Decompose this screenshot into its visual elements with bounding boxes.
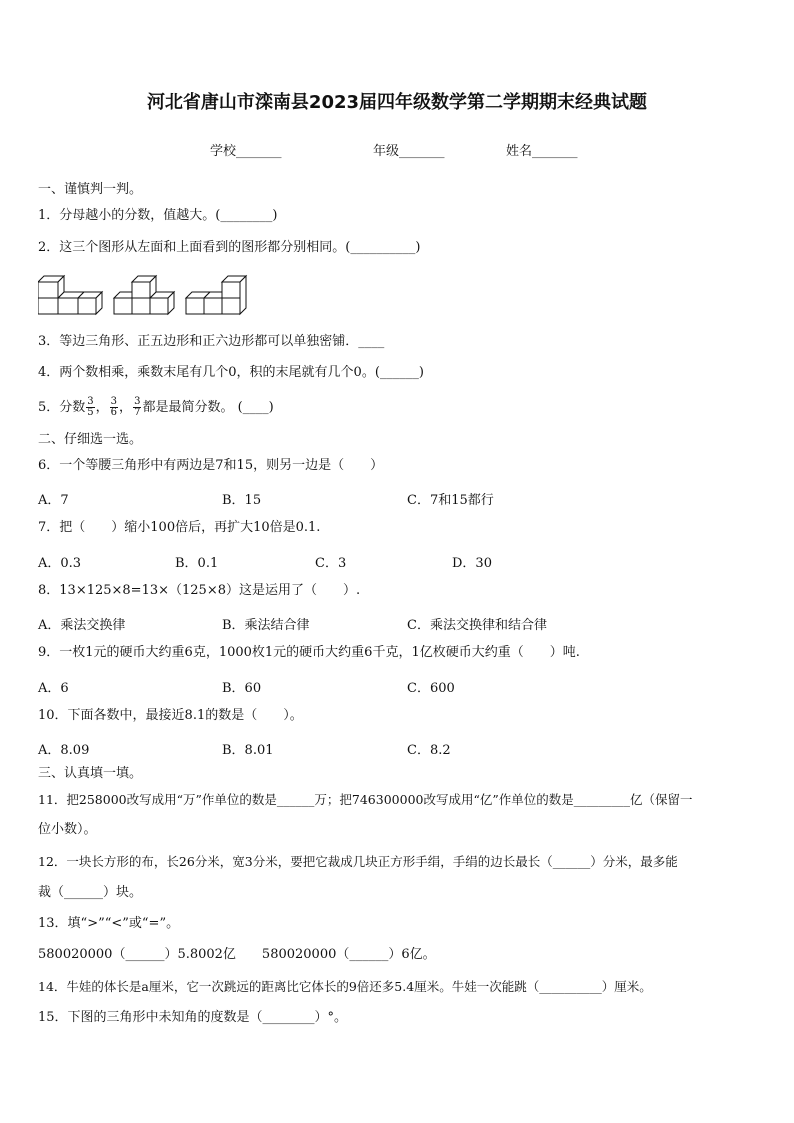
question-5 [38,396,274,420]
q8-option-c: C．乘法交换律和结合律 [407,618,547,633]
question-5-prefix: 5．分数 [38,400,86,415]
separator: ， [119,400,133,415]
question-12-line-2: 裁（______）块。 [38,885,143,900]
q7-option-c: C．3 [315,556,347,571]
q9-option-a: A．6 [38,681,69,696]
fraction-3-7 [133,397,141,418]
question-3: 3．等边三角形、正五边形和正六边形都可以单独密铺．____ [38,334,385,349]
question-13-blanks: 580020000（______）5.8002亿 580020000（______）6亿。 [38,947,436,962]
q6-option-b: B．15 [222,493,262,508]
q9-option-b: B．60 [222,681,262,696]
question-11-line-2: 位小数）。 [38,822,97,837]
q10-option-b: B．8.01 [222,743,274,758]
question-14: 14．牛娃的体长是a厘米，它一次跳远的距离比它体长的9倍还多5.4厘米。牛娃一次能跳（__________）厘米。 [38,979,652,994]
cube-figure-2 [114,276,174,314]
question-1: 1．分母越小的分数，值越大。(________) [38,208,278,223]
question-11-line-1: 11．把258000改写成用“万”作单位的数是______万；把746300000改写成用“亿”作单位的数是_________亿（保留一 [38,792,693,807]
question-6: 6．一个等腰三角形中有两边是7和15，则另一边是（ ） [38,458,384,473]
question-2: 2．这三个图形从左面和上面看到的图形都分别相同。(__________) [38,240,421,255]
section-1-heading: 一、谨慎判一判。 [38,182,143,197]
q8-option-b: B．乘法结合律 [222,618,310,633]
question-5-suffix: 都是最简分数。 (____) [142,400,274,415]
q6-option-c: C．7和15都行 [407,493,494,508]
separator: ， [95,400,109,415]
q7-option-b: B．0.1 [175,556,219,571]
page-title: 河北省唐山市滦南县2023届四年级数学第二学期期末经典试题 [146,92,648,113]
q7-option-d: D．30 [452,556,492,571]
cube-figure-1 [38,276,102,314]
section-2-heading: 二、仔细选一选。 [38,432,143,447]
q10-option-c: C．8.2 [407,743,451,758]
fraction-numerator: 3 [110,396,118,407]
question-8: 8．13×125×8=13×（125×8）这是运用了（ ）. [38,583,361,598]
school-field: 学校_______ [210,144,282,159]
question-13: 13．填“>”“<”或“=”。 [38,916,180,931]
question-9: 9．一枚1元的硬币大约重6克，1000枚1元的硬币大约重6千克，1亿枚硬币大约重（ ）吨. [38,645,580,660]
fraction-3-5 [86,397,94,418]
grade-field: 年级_______ [373,144,445,159]
fraction-denominator: 7 [134,407,141,418]
fraction-numerator: 3 [134,396,141,407]
fraction-denominator: 6 [110,407,118,418]
cube-figure-3 [186,276,246,314]
q7-option-a: A．0.3 [38,556,82,571]
q6-option-a: A．7 [38,493,69,508]
cube-figures [38,270,258,322]
question-7: 7．把（ ）缩小100倍后，再扩大10倍是0.1. [38,520,321,535]
cube-figures-svg [38,270,258,318]
fraction-numerator: 3 [87,396,94,407]
fraction-denominator: 5 [87,407,94,418]
question-12-line-1: 12．一块长方形的布，长26分米，宽3分米，要把它裁成几块正方形手绢，手绢的边长最长（______）分米，最多能 [38,854,678,869]
q8-option-a: A．乘法交换律 [38,618,126,633]
q10-option-a: A．8.09 [38,743,90,758]
name-field: 姓名_______ [506,144,578,159]
fraction-3-6 [110,397,118,418]
question-10: 10．下面各数中，最接近8.1的数是（ ）。 [38,708,303,723]
question-15: 15．下图的三角形中未知角的度数是（________）°。 [38,1010,348,1025]
q9-option-c: C．600 [407,681,455,696]
section-3-heading: 三、认真填一填。 [38,766,143,781]
question-4: 4．两个数相乘，乘数末尾有几个0，积的末尾就有几个0。(______) [38,365,424,380]
